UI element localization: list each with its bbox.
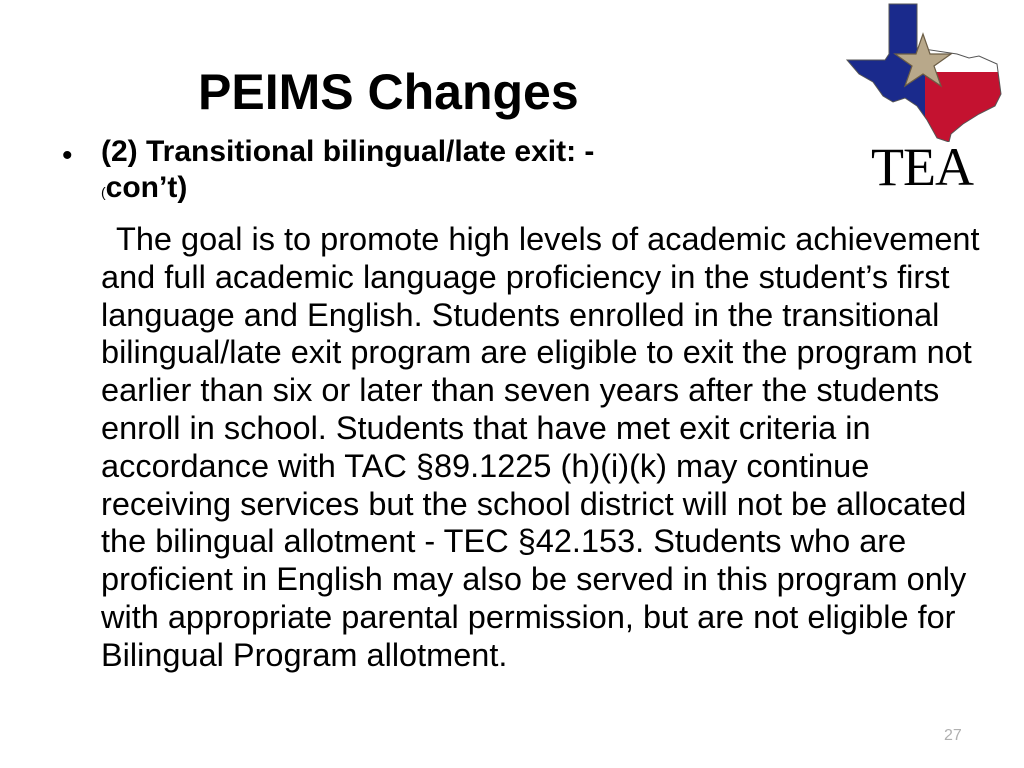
bullet-heading-cont: con’t) [105, 171, 188, 204]
bullet-heading-main: (2) Transitional bilingual/late exit: - [101, 135, 595, 168]
texas-flag-map-icon [845, 2, 1005, 142]
tea-logo-text: TEA [871, 137, 973, 197]
slide-number: 27 [944, 727, 962, 744]
bullet-heading-paren: ( [101, 184, 106, 200]
bullet-heading [101, 134, 781, 210]
body-paragraph: The goal is to promote high levels of academic achievement and full academic language proficiency in the student’s first language and English. Students enrolled in the transitional bilingual/late exit program are eligible to exit the program not earlier than six or later than seven years after the students enroll in school. Students that have met exit criteria in accordance with TAC §89.1225 (h)(i)(k) may continue receiving services but the school district will not be allocated the bilingual allotment - TEC §42.153. Students who are proficient in English may also be served in this program only with appropriate parental permission, but are not eligible for Bilingual Program allotment. [101, 221, 980, 673]
bullet-marker: • [62, 139, 73, 172]
tea-logo [845, 2, 1005, 197]
slide-title: PEIMS Changes [198, 64, 579, 120]
